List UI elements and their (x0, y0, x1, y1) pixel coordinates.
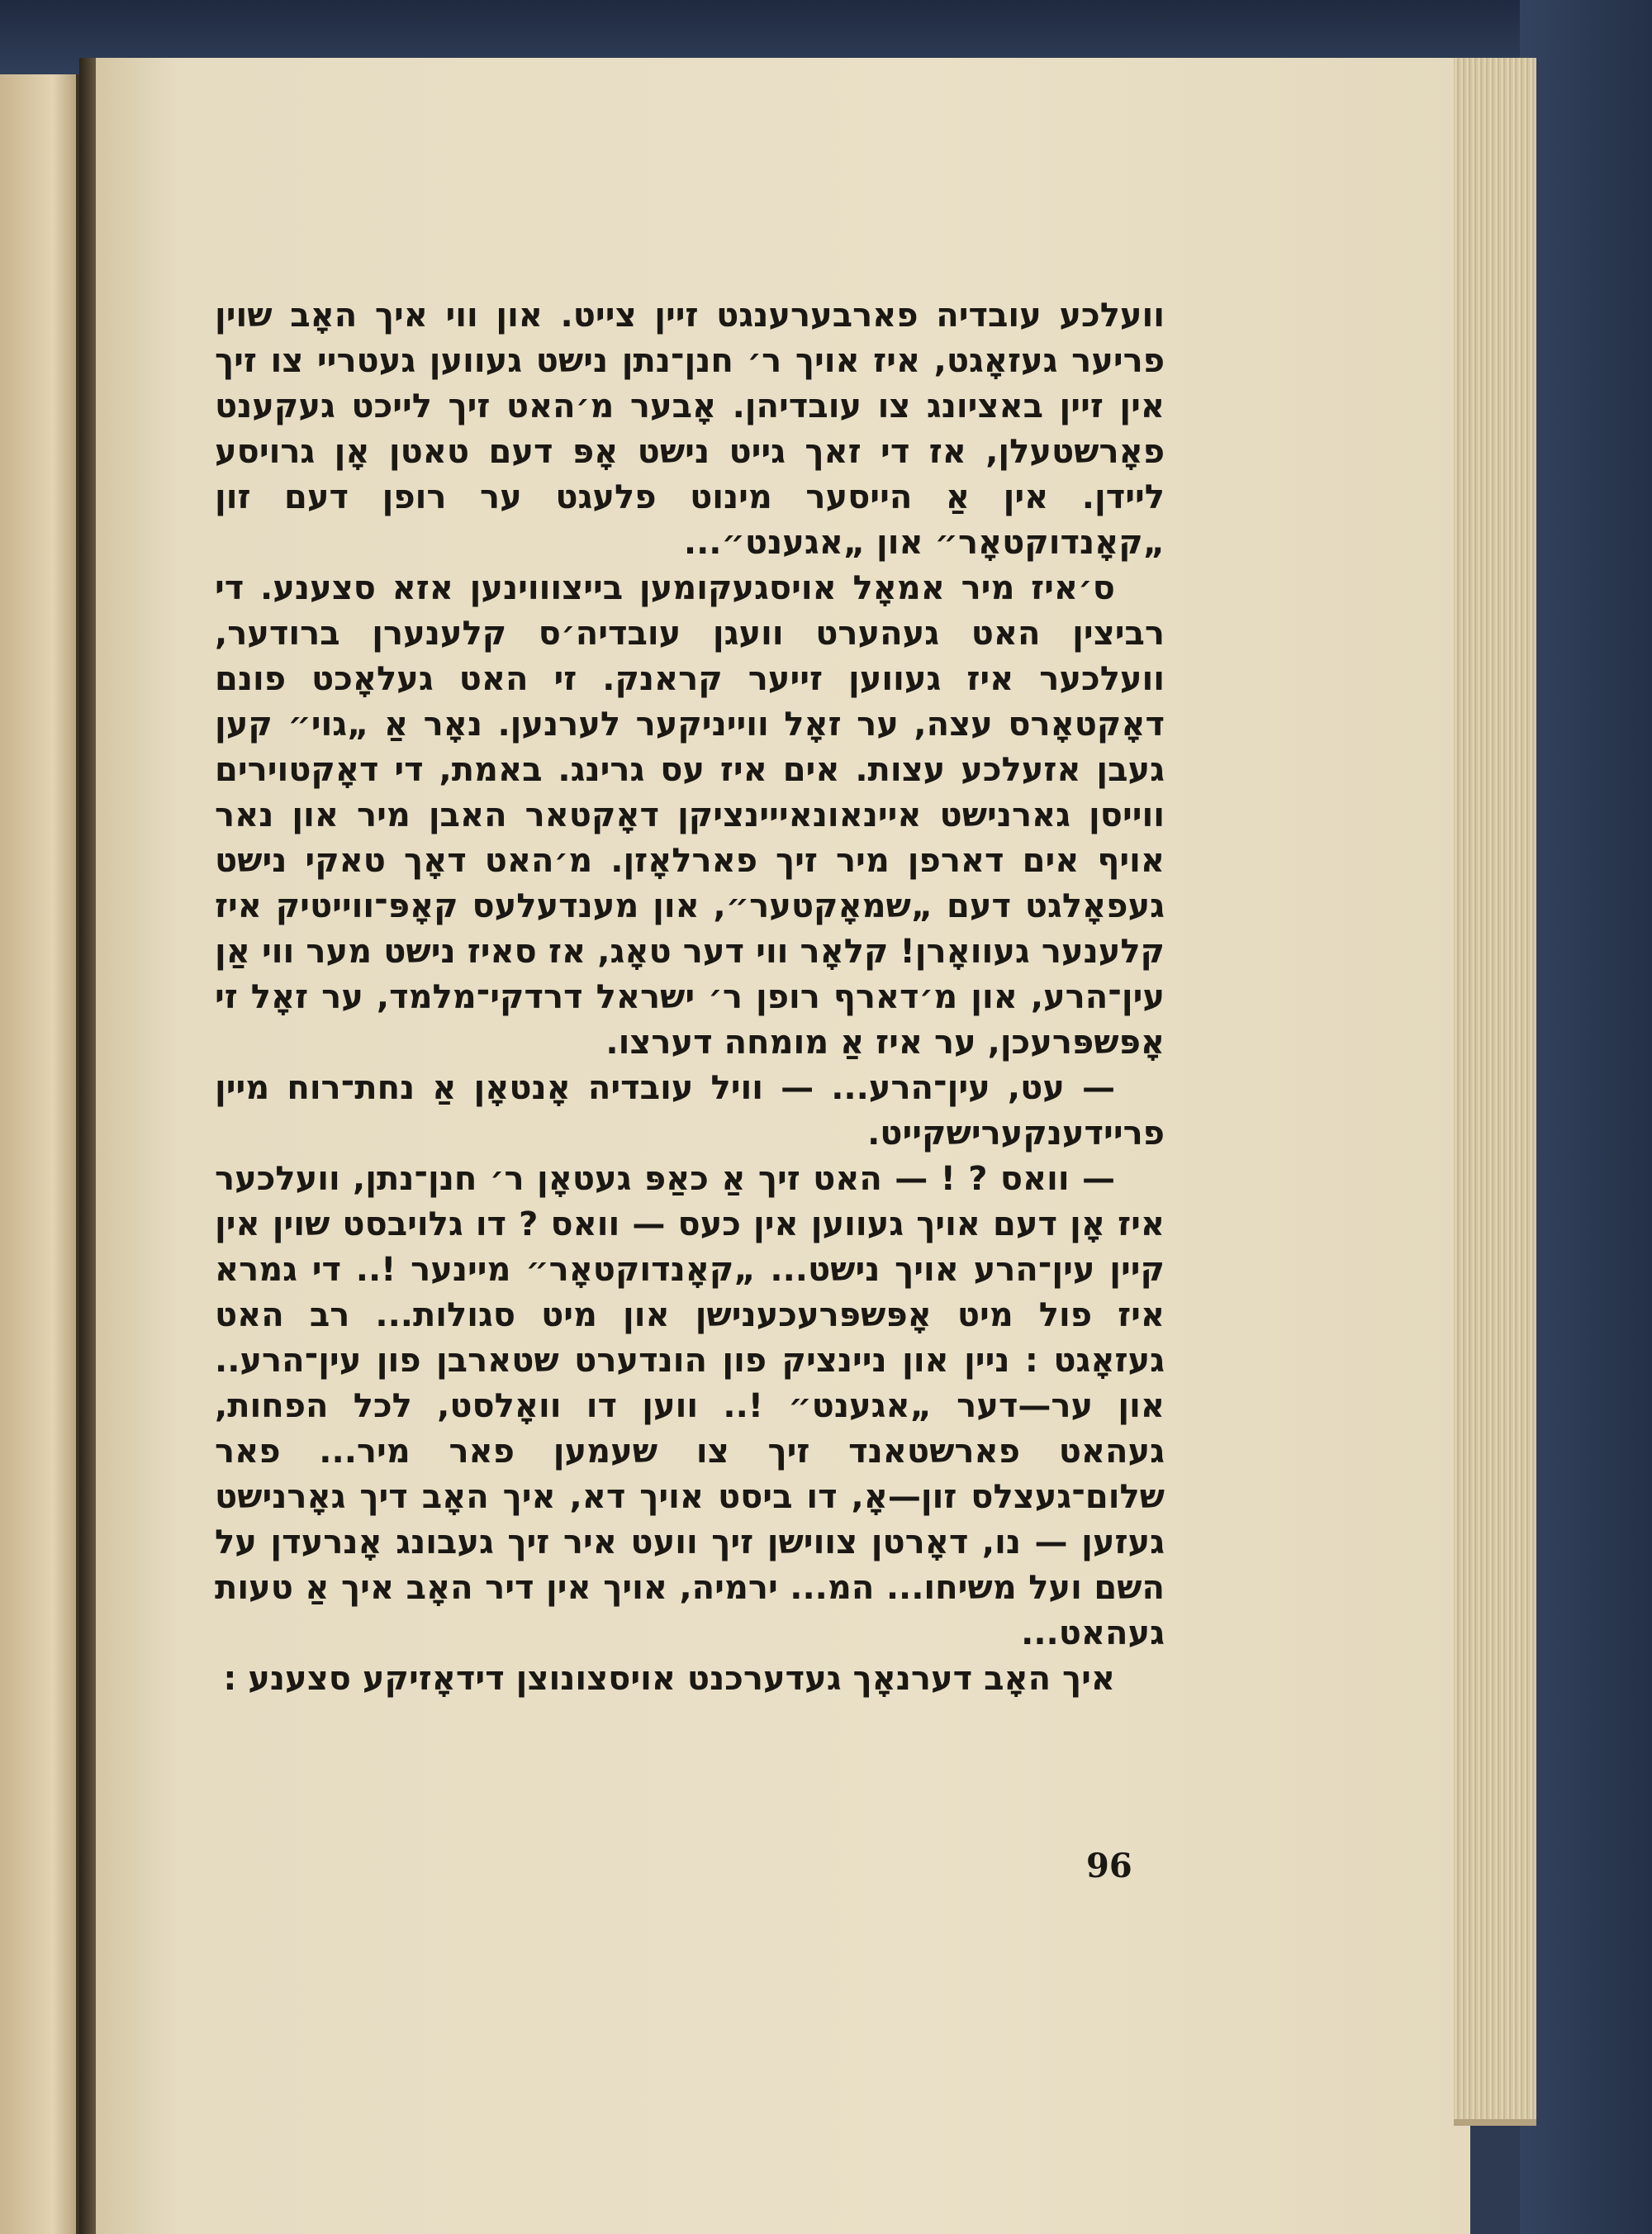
page-block-edges (1454, 58, 1536, 2126)
paragraph-1: וועלכע עובדיה פארבערענגט זיין צייט. און ווי איך האָב שוין פריער געזאָגט, איז אויך ר׳ חנן־נתן נישט געווען געטריי צו זיך אין זיין באציונג צו עובדיהן. אָבער מ׳האט זיך לייכט געקענט פאָרשטעלן, אז די זאך גייט נישט אָפּ דעם טאטן אָן גרויסע ליידן. אין אַ הייסער מינוט פלעגט ער רופן דעם זון „קאָנדוקטאָר״ און „אגענט״... (215, 297, 1165, 562)
paragraph-5: איך האָב דערנאָך געדערכנט אויסצונוצן דידאָזיקע סצענע : (223, 1660, 1115, 1698)
paragraph-3: — עט, עין־הרע... — וויל עובדיה אָנטאָן אַ נחת־רוח מיין פריידענקערישקייט. (215, 1069, 1165, 1153)
page-number: 96 (1086, 1847, 1132, 1885)
facing-page-edge (0, 74, 81, 2234)
page-text (215, 293, 1165, 1702)
paragraph-2: ס׳איז מיר אמאָל אויסגעקומען בייצוווינען אזא סצענע. די רביצין האט געהערט וועגן עובדיה׳ס קלענערן ברודער, וועלכער איז געווען זייער קראנק. זי האט געלאָכט פונם דאָקטאָרס עצה, ער זאָל ווייניקער לערנען. נאָר אַ „גוי״ קען געבן אזעלכע עצות. אים איז עס גרינג. באמת, די דאָקטוירים ווייסן גארנישט איינאונאייינציקן דאָקטאר האבן מיר און נאר אויף אים דארפן מיר זיך פארלאָזן. מ׳האט דאָך טאקי נישט געפאָלגט דעם „שמאָקטער״, און מענדעלעס קאָפּ־ווייטיק איז קלענער געוואָרן! קלאָר ווי דער טאָג, אז סאיז נישט מער ווי אַן עין־הרע, און מ׳דארף רופן ר׳ ישראל דרדקי־מלמד, ער זאָל זי אָפּשפּרעכן, ער איז אַ מומחה דערצו. (215, 569, 1165, 1062)
book-gutter (79, 58, 97, 2234)
paragraph-4: — וואס ? ! — האט זיך אַ כאַפּ געטאָן ר׳ חנן־נתן, וועלכער איז אָן דעם אויך געווען אין כעס — וואס ? דו גלויבסט שוין אין קיין עין־הרע אויך נישט... „קאָנדוקטאָר״ מיינער !.. די גמרא איז פול מיט אָפּשפּרעכענישן און מיט סגולות... רב האט געזאָגט : ניין און ניינציק פון הונדערט שטארבן פון עין־הרע.. און ער—דער „אגענט״ !.. ווען דו וואָלסט, לכל הפחות, געהאט פארשטאנד זיך צו שעמען פאר מיר... פאר שלום־געצלס זון—אָ, דו ביסט אויך דא, איך האָב דיך גאָרנישט געזען — נו, דאָרטן צווישן זיך וועט איר זיך געבונג אָנרעדן על השם ועל משיחו... המ... ירמיה, אויך אין דיר האָב איך אַ טעות געהאט... (215, 1160, 1165, 1652)
book-cover-right (1520, 0, 1652, 2234)
